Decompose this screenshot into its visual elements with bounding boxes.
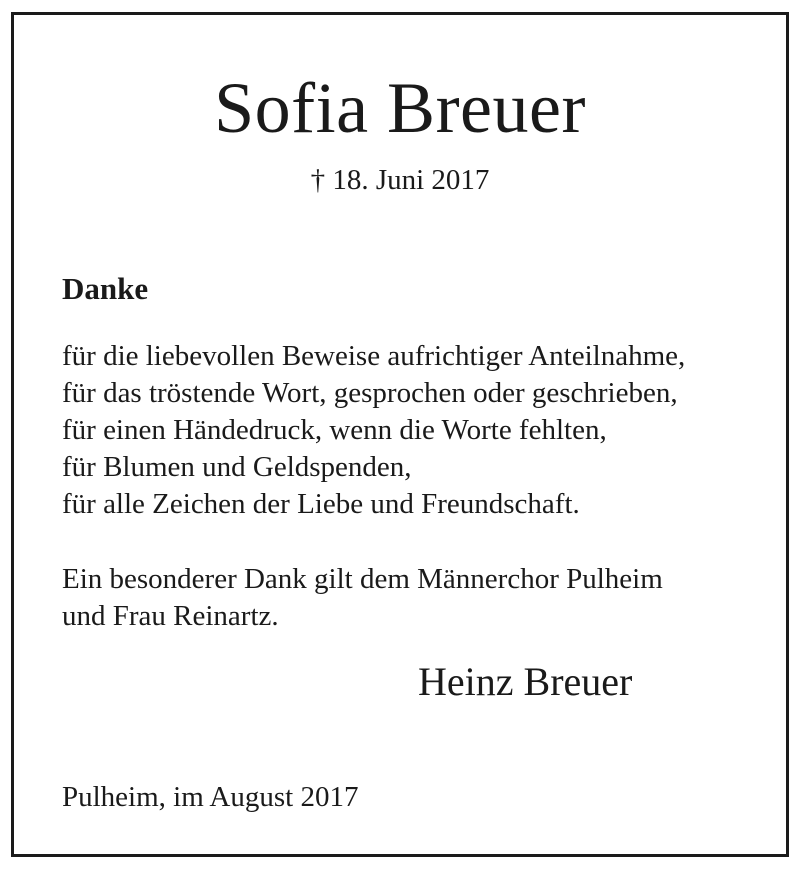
place-and-date: Pulheim, im August 2017 [62, 781, 359, 813]
thanks-line: für einen Händedruck, wenn die Worte fehlten, [62, 414, 607, 446]
signature: Heinz Breuer [418, 659, 633, 704]
special-thanks-paragraph [62, 561, 663, 635]
thanks-heading: Danke [62, 271, 149, 306]
thanks-line: für Blumen und Geldspenden, [62, 451, 412, 483]
thanks-line: für alle Zeichen der Liebe und Freundschaft. [62, 488, 580, 520]
thanks-line: für das tröstende Wort, gesprochen oder geschrieben, [62, 377, 678, 409]
special-thanks-line: und Frau Reinartz. [62, 600, 279, 632]
death-date: † 18. Juni 2017 [310, 164, 490, 196]
thanks-line: für die liebevollen Beweise aufrichtiger Anteilnahme, [62, 340, 686, 372]
thanks-paragraph [62, 338, 685, 523]
special-thanks-line: Ein besonderer Dank gilt dem Männerchor Pulheim [62, 563, 663, 595]
deceased-name: Sofia Breuer [214, 68, 586, 148]
